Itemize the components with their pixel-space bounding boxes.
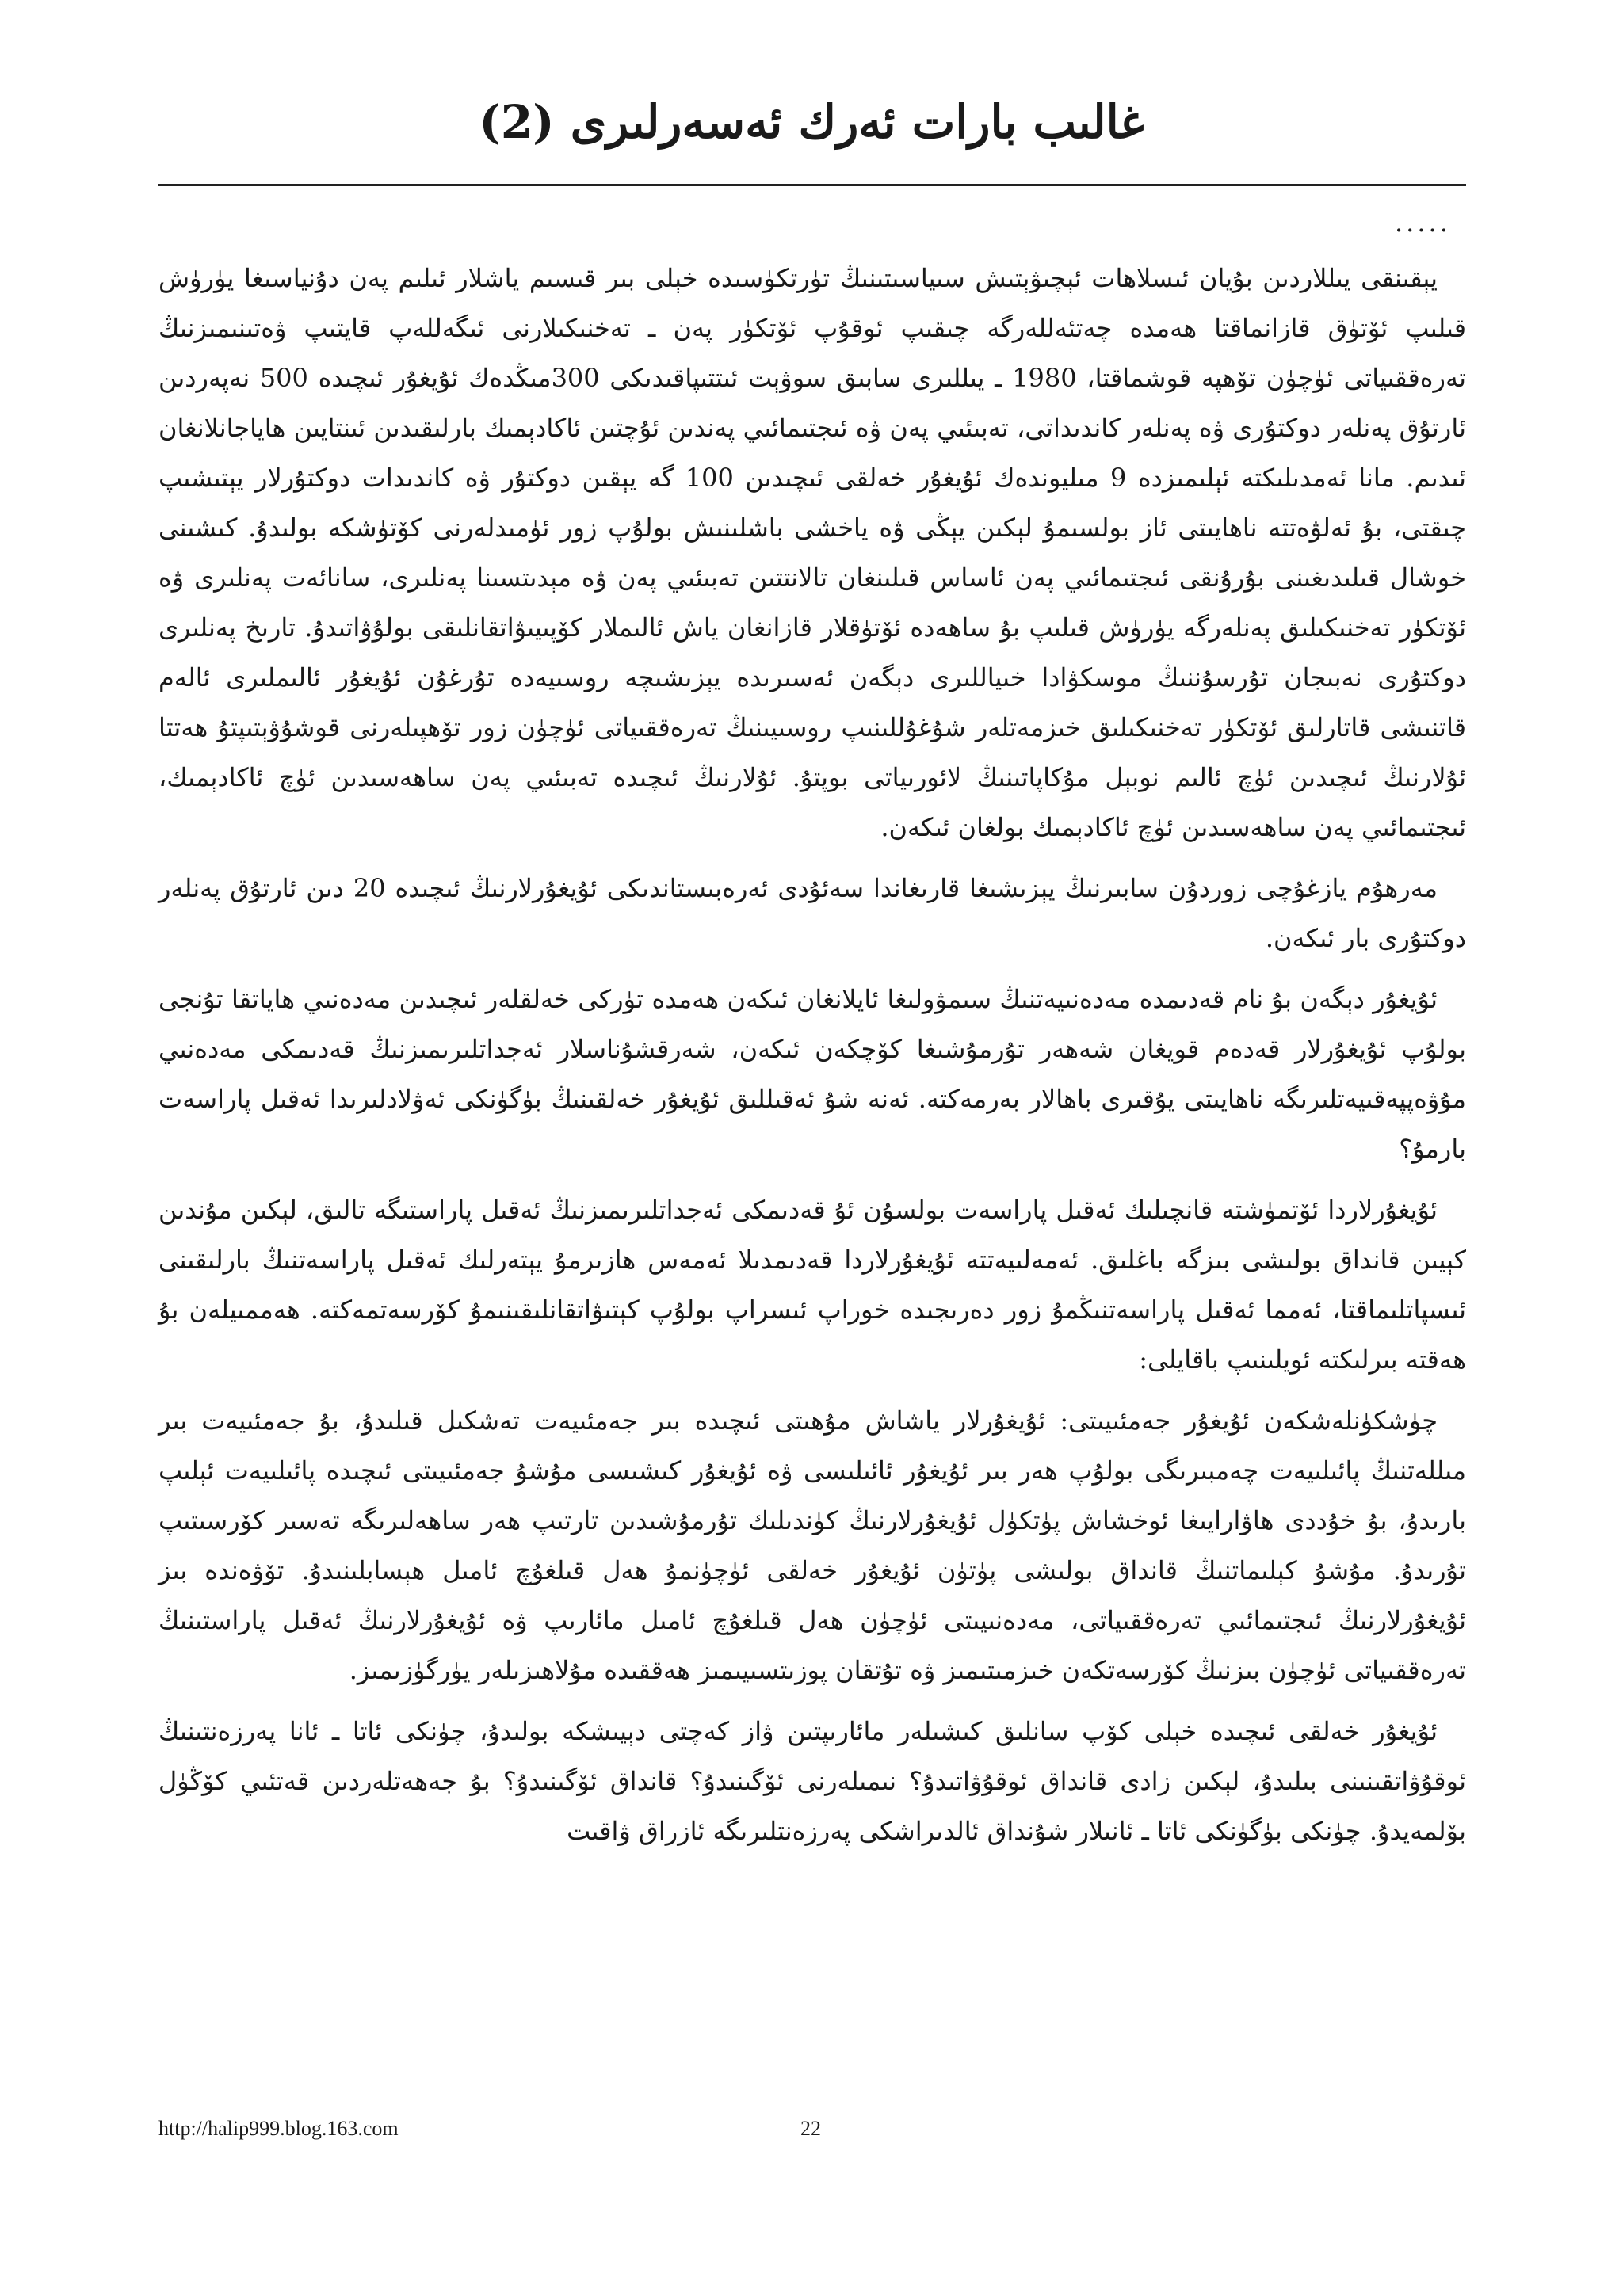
footer-url: http://halip999.blog.163.com xyxy=(158,2117,399,2140)
ellipsis-marker: ..... xyxy=(1395,208,1451,238)
paragraph-6: ئۇيغۇر خەلقى ئىچىدە خېلى كۆپ سانلىق كىشىلەر مائارىپتىن ۋاز كەچتى دېيىشكە بولىدۇ، چۈنكى ئاتا ـ ئانا پەرزەنتىنىڭ ئوقۇۋاتقىنىنى بىلىدۇ، لېكىن زادى قانداق ئوقۇۋاتىدۇ؟ نىمىلەرنى ئۆگىنىدۇ؟ قانداق ئۆگىنىدۇ؟ بۇ جەھەتلەردىن قەتئىي كۆڭۈل بۆلمەيدۇ. چۈنكى بۈگۈنكى ئاتا ـ ئانىلار شۇنداق ئالدىراشكى پەرزەنتلىرىگە ئازراق ۋاقىت xyxy=(158,1716,1466,1846)
paragraph-4: ئۇيغۇرلاردا ئۆتمۈشتە قانچىلىك ئەقىل پاراسەت بولسۇن ئۇ قەدىمكى ئەجداتلىرىمىزنىڭ ئەقىل پاراستىگە تالىق، لېكىن مۇندىن كېيىن قانداق بولىشى بىزگە باغلىق. ئەمەلىيەتتە ئۇيغۇرلاردا قەدىمدىلا ئەمەس ھازىرمۇ يېتەرلىك ئەقىل پاراسەتنىڭ بارلىقىنى ئىسپاتلىماقتا، ئەمما ئەقىل پاراسەتنىڭمۇ زور دەرىجىدە خوراپ ئىسراپ بولۇپ كېتىۋاتقانلىقىنىمۇ كۆرسەتمەكتە. ھەممىيلەن بۇ ھەقتە بىرلىكتە ئويلىنىپ باقايلى: xyxy=(158,1195,1466,1375)
page-title: غالىب بارات ئەرك ئەسەرلىرى (2) xyxy=(479,95,1144,149)
title-divider xyxy=(158,184,1466,186)
paragraph-2: مەرھۇم يازغۇچى زوردۇن سابىرنىڭ يېزىشىغا قارىغاندا سەئۇدى ئەرەبىستاندىكى ئۇيغۇرلارنىڭ ئىچىدە 20 دىن ئارتۇق پەنلەر دوكتۇرى بار ئىكەن. xyxy=(158,873,1466,953)
paragraph-1: يېقىنقى يىللاردىن بۇيان ئىسلاھات ئېچىۋېتىش سىياسىتىنىڭ تۈرتكۈسىدە خېلى بىر قىسىم ياشلار ئىلىم پەن دۇنياسىغا يۈرۈش قىلىپ ئۆتۈق قازانماقتا ھەمدە چەتئەللەرگە چىقىپ ئوقۇپ ئۆتكۈر پەن ـ تەخنىكىلارنى ئىگەللەپ قايتىپ ۋەتىنىمىزنىڭ تەرەققىياتى ئۈچۈن تۆھپە قوشماقتا، 1980 ـ يىللىرى سابىق سوۋېت ئىتتىپاقىدىكى 300مىڭدەك ئۇيغۇر ئىچىدە 500 نەپەردىن ئارتۇق پەنلەر دوكتۇرى ۋە پەنلەر كاندىداتى، تەبىئىي پەن ۋە ئىجتىمائىي پەندىن ئۇچتىن ئاكادېمىك بارلىقىدىن ئىنتايىن ھاياجانلانغان ئىدىم. مانا ئەمدىلىكتە ئېلىمىزدە 9 مىليوندەك ئۇيغۇر خەلقى ئىچىدىن 100 گە يېقىن دوكتۇر ۋە كاندىدات دوكتۇرلار يېتىشىپ چىقتى، بۇ ئەلۋەتتە ناھايىتى ئاز بولسىمۇ لېكىن يېڭى ۋە ياخشى باشلىنىش بولۇپ زور ئۈمىدلەرنى كۆتۈشكە بولىدۇ. كىشىنى خوشال قىلىدىغىنى بۇرۇنقى ئىجتىمائىي پەن ئاساس قىلىنغان تالانتتىن تەبىئىي پەن ۋە مېدىتسىنا پەنلىرى، سانائەت پەنلىرى ۋە ئۆتكۈر تەخنىكىلىق پەنلەرگە يۈرۈش قىلىپ بۇ ساھەدە ئۆتۈقلار قازانغان ياش ئالىملار كۆپىيىۋاتقانلىقى بولۇۋاتىدۇ. تارىخ پەنلىرى دوكتۇرى نەبىجان تۇرسۇننىڭ موسكۋادا خىياللىرى دېگەن ئەسىرىدە يېزىشىچە روسىيەدە تۇرغۇن ئۇيغۇر ئالىملىرى ئالەم قاتنىشى قاتارلىق ئۆتكۈر تەخنىكىلىق خىزمەتلەر شۇغۇللىنىپ روسىيىنىڭ تەرەققىياتى ئۈچۈن زور تۆھپىلەرنى قوشۇۋېتىپتۇ ھەتتا ئۇلارنىڭ ئىچىدىن ئۈچ ئالىم نوبېل مۇكاپاتىنىڭ لائورىياتى بوپتۇ. ئۇلارنىڭ ئىچىدە تەبىئىي پەن ساھەسىدىن ئۈچ ئاكادېمىك، ئىجتىمائىي پەن ساھەسىدىن ئۈچ ئاكادېمىك بولغان ئىكەن. xyxy=(158,263,1467,842)
page-number: 22 xyxy=(800,2117,821,2140)
paragraph-3: ئۇيغۇر دېگەن بۇ نام قەدىمدە مەدەنىيەتنىڭ سىمۋولىغا ئايلانغان ئىكەن ھەمدە تۈركى خەلقلەر ئىچىدىن مەدەنىي ھاياتقا تۇنجى بولۇپ ئۇيغۇرلار قەدەم قويغان شەھەر تۇرمۇشىغا كۆچكەن ئىكەن، شەرقشۇناسلار ئەجداتلىرىمىزنىڭ قەدىمكى مەدەنىي مۇۋەپپەقىيەتلىرىگە ناھايىتى يۇقىرى باھالار بەرمەكتە. ئەنە شۇ ئەقىللىق ئۇيغۇر خەلقىنىڭ بۈگۈنكى ئەۋلادلىرىدا ئەقىل پاراسەت بارمۇ؟ xyxy=(158,984,1466,1164)
body-text xyxy=(158,254,1466,1867)
paragraph-5: چۈشكۈنلەشكەن ئۇيغۇر جەمئىيىتى: ئۇيغۇرلار ياشاش مۇھىتى ئىچىدە بىر جەمئىيەت تەشكىل قىلىدۇ، بۇ جەمئىيەت بىر مىللەتنىڭ پائىلىيەت چەمبىرىگى بولۇپ ھەر بىر ئۇيغۇر ئائىلىسى ۋە ئۇيغۇر كىشىسى مۇشۇ جەمئىيىتى ئىچىدە پائىلىيەت ئېلىپ بارىدۇ، بۇ خۇددى ھاۋارايىغا ئوخشاش پۈتكۈل ئۇيغۇرلارنىڭ كۈندىلىك تۇرمۇشىدىن تارتىپ ھەر ساھەلىرىگە تەسىر كۆرسىتىپ تۇرىدۇ. مۇشۇ كېلىماتنىڭ قانداق بولىشى پۈتۈن ئۇيغۇر خەلقى ئۈچۈنمۇ ھەل قىلغۇچ ئامىل ھېسابلىنىدۇ. تۆۋەندە بىز ئۇيغۇرلارنىڭ ئىجتىمائىي تەرەققىياتى، مەدەنىيىتى ئۈچۈن ھەل قىلغۇچ ئامىل مائارىپ ۋە ئۇيغۇرلارنىڭ ئەقىل پاراستىنىڭ تەرەققىياتى ئۈچۈن بىزنىڭ كۆرسەتكەن خىزمىتىمىز ۋە تۇتقان پوزىتسىيىمىز ھەققىدە مۇلاھىزىلەر يۈرگۈزىمىز. xyxy=(158,1405,1467,1685)
